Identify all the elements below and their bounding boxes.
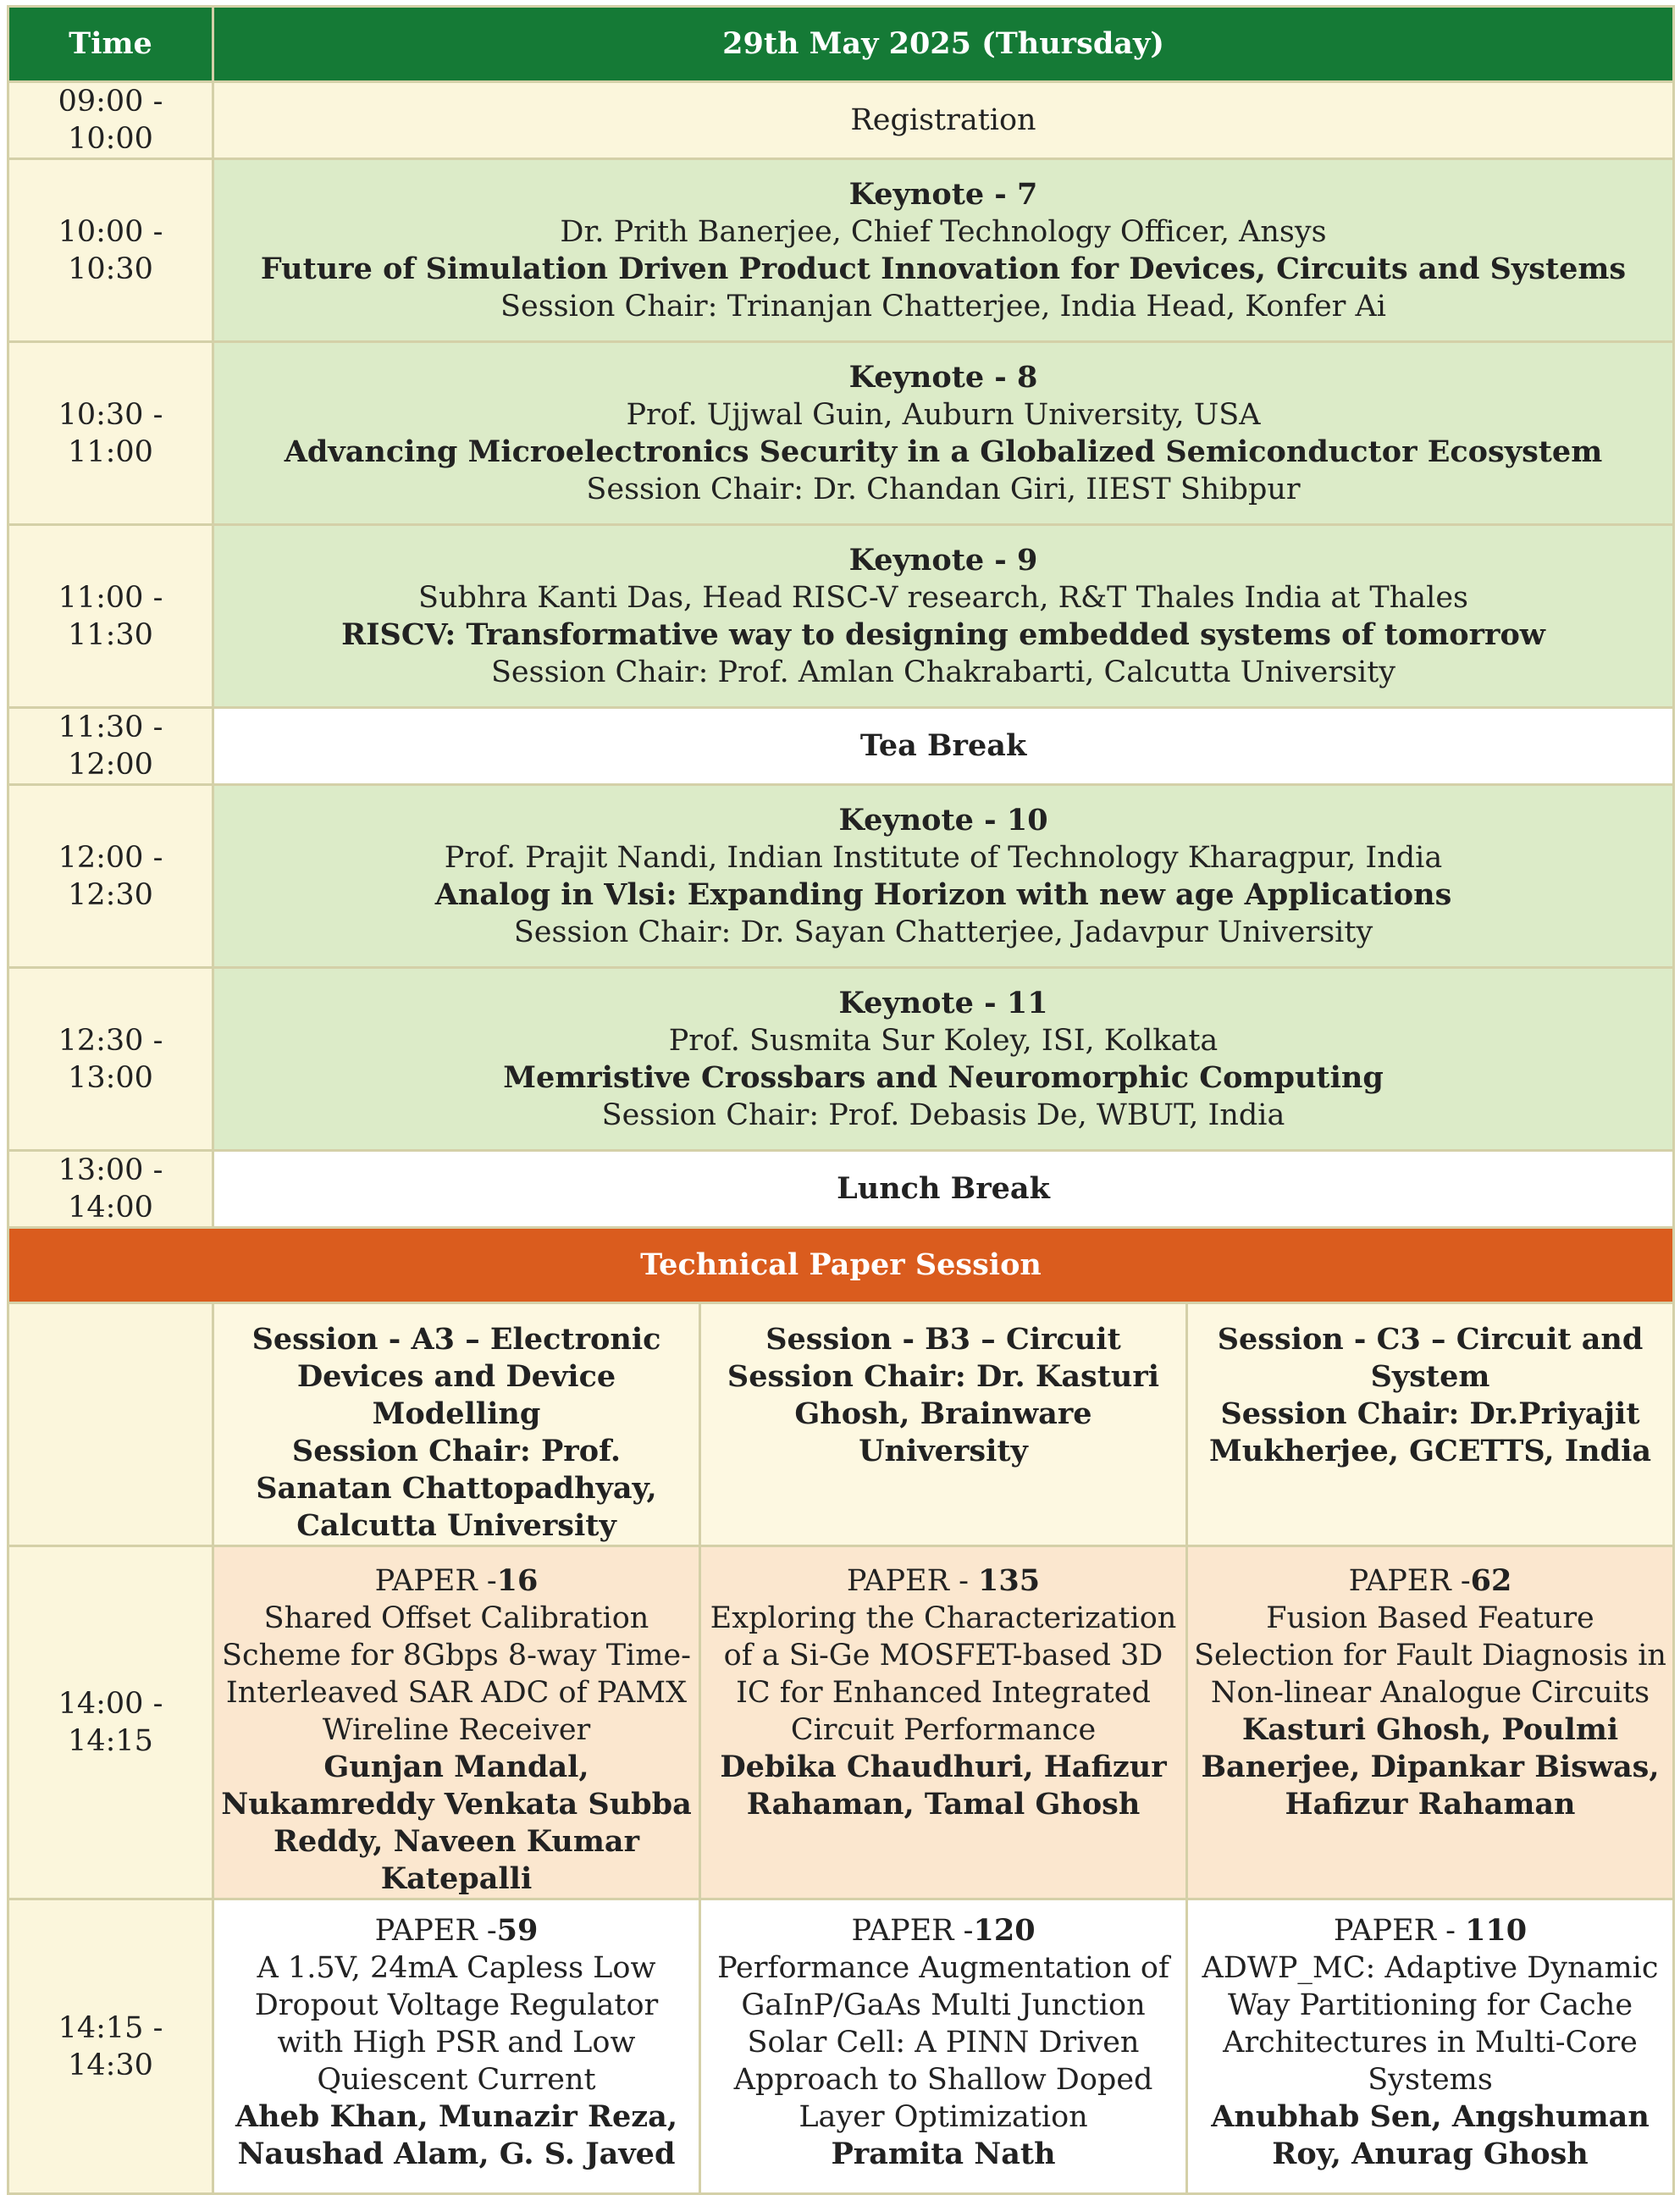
keynote-speaker: Prof. Ujjwal Guin, Auburn University, USA xyxy=(626,397,1261,432)
keynote-row xyxy=(8,968,1674,1151)
keynote-cell xyxy=(213,342,1674,525)
time-column-header: Time xyxy=(8,7,213,82)
keynote-chair: Session Chair: Trinanjan Chatterjee, India Head, Konfer Ai xyxy=(500,289,1387,323)
paper-cell xyxy=(213,1546,700,1899)
lunch-break-row xyxy=(8,1151,1674,1228)
paper-label-text: PAPER - xyxy=(851,1914,974,1948)
session-header-row xyxy=(8,1303,1674,1546)
paper-title: Shared Offset Calibration Scheme for 8Gbps 8-way Time-Interleaved SAR ADC of PAMX Wireline Receiver xyxy=(222,1601,691,1747)
tea-break-label: Tea Break xyxy=(213,708,1674,785)
session-name: Session - A3 – Electronic Devices and Device Modelling xyxy=(251,1322,661,1431)
session-name: Session - B3 – Circuit xyxy=(765,1322,1121,1357)
technical-session-row xyxy=(8,1228,1674,1303)
keynote-title: Keynote - 11 xyxy=(838,985,1048,1020)
session-chair: Session Chair: Dr. Kasturi Ghosh, Brainware University xyxy=(727,1359,1160,1468)
session-name: Session - C3 – Circuit and System xyxy=(1217,1322,1644,1394)
time-cell: 13:00 - 14:00 xyxy=(8,1151,213,1228)
paper-label xyxy=(219,1912,694,1949)
time-cell: 10:00 - 10:30 xyxy=(8,159,213,342)
paper-label xyxy=(1193,1912,1667,1949)
keynote-row xyxy=(8,525,1674,708)
paper-cell xyxy=(1187,1899,1674,2194)
time-cell: 12:30 - 13:00 xyxy=(8,968,213,1151)
paper-title: Fusion Based Feature Selection for Fault Diagnosis in Non-linear Analogue Circuits xyxy=(1194,1601,1666,1710)
keynote-cell xyxy=(213,968,1674,1151)
paper-number: 135 xyxy=(978,1563,1041,1598)
session-chair: Session Chair: Dr.Priyajit Mukherjee, GCETTS, India xyxy=(1208,1396,1652,1468)
keynote-chair: Session Chair: Dr. Chandan Giri, IIEST Shibpur xyxy=(586,472,1301,506)
keynote-row xyxy=(8,342,1674,525)
paper-label xyxy=(706,1912,1180,1949)
schedule-table xyxy=(7,5,1675,2195)
session-cell xyxy=(1187,1303,1674,1546)
paper-number: 16 xyxy=(496,1563,539,1598)
keynote-title: Keynote - 9 xyxy=(848,542,1038,578)
keynote-chair: Session Chair: Prof. Debasis De, WBUT, India xyxy=(601,1098,1285,1132)
keynote-title: Keynote - 10 xyxy=(838,802,1048,838)
paper-label xyxy=(219,1562,694,1600)
paper-number: 110 xyxy=(1465,1913,1528,1948)
session-cell xyxy=(213,1303,700,1546)
paper-label xyxy=(706,1562,1180,1600)
paper-slot-row xyxy=(8,1899,1674,2194)
time-cell: 11:30 - 12:00 xyxy=(8,708,213,785)
paper-cell xyxy=(700,1899,1187,2194)
paper-number: 120 xyxy=(973,1913,1036,1948)
keynote-chair: Session Chair: Prof. Amlan Chakrabarti, Calcutta University xyxy=(490,655,1396,689)
keynote-chair: Session Chair: Dr. Sayan Chatterjee, Jadavpur University xyxy=(513,915,1373,949)
keynote-row xyxy=(8,785,1674,968)
keynote-topic: Advancing Microelectronics Security in a Globalized Semiconductor Ecosystem xyxy=(284,434,1603,469)
keynote-topic: RISCV: Transformative way to designing embedded systems of tomorrow xyxy=(341,616,1545,652)
keynote-cell xyxy=(213,525,1674,708)
session-chair: Session Chair: Prof. Sanatan Chattopadhyay, Calcutta University xyxy=(256,1434,657,1543)
keynote-title: Keynote - 8 xyxy=(848,359,1038,395)
paper-slot-row xyxy=(8,1546,1674,1899)
paper-title: Exploring the Characterization of a Si-Ge MOSFET-based 3D IC for Enhanced Integrated Circuit Performance xyxy=(710,1601,1177,1747)
registration-label: Registration xyxy=(213,82,1674,159)
paper-title: Performance Augmentation of GaInP/GaAs Multi Junction Solar Cell: A PINN Driven Approach to Shallow Doped Layer Optimization xyxy=(717,1951,1169,2134)
time-cell: 09:00 - 10:00 xyxy=(8,82,213,159)
keynote-cell xyxy=(213,159,1674,342)
time-cell: 14:15 - 14:30 xyxy=(8,1899,213,2194)
keynote-topic: Analog in Vlsi: Expanding Horizon with new age Applications xyxy=(434,876,1452,912)
paper-authors: Gunjan Mandal, Nukamreddy Venkata Subba Reddy, Naveen Kumar Katepalli xyxy=(221,1750,692,1896)
paper-title: A 1.5V, 24mA Capless Low Dropout Voltage Regulator with High PSR and Low Quiescent Current xyxy=(254,1951,659,2097)
keynote-speaker: Prof. Susmita Sur Koley, ISI, Kolkata xyxy=(668,1023,1219,1058)
time-cell: 10:30 - 11:00 xyxy=(8,342,213,525)
paper-label-text: PAPER - xyxy=(1333,1914,1466,1948)
paper-label-text: PAPER - xyxy=(1348,1564,1471,1598)
technical-session-banner: Technical Paper Session xyxy=(8,1228,1674,1303)
keynote-topic: Future of Simulation Driven Product Innovation for Devices, Circuits and Systems xyxy=(260,251,1627,286)
paper-authors: Aheb Khan, Munazir Reza, Naushad Alam, G. S. Javed xyxy=(235,2099,678,2171)
keynote-speaker: Prof. Prajit Nandi, Indian Institute of Technology Kharagpur, India xyxy=(444,840,1443,875)
paper-label-text: PAPER - xyxy=(374,1914,497,1948)
keynote-title: Keynote - 7 xyxy=(848,176,1038,212)
keynote-speaker: Dr. Prith Banerjee, Chief Technology Officer, Ansys xyxy=(560,214,1327,249)
paper-authors: Pramita Nath xyxy=(831,2137,1056,2171)
header-row xyxy=(8,7,1674,82)
tea-break-row xyxy=(8,708,1674,785)
keynote-cell xyxy=(213,785,1674,968)
paper-label-text: PAPER - xyxy=(374,1564,497,1598)
keynote-topic: Memristive Crossbars and Neuromorphic Computing xyxy=(503,1059,1384,1095)
paper-number: 62 xyxy=(1470,1563,1512,1598)
paper-cell xyxy=(1187,1546,1674,1899)
empty-time-cell xyxy=(8,1303,213,1546)
time-cell: 14:00 - 14:15 xyxy=(8,1546,213,1899)
paper-cell xyxy=(700,1546,1187,1899)
registration-row xyxy=(8,82,1674,159)
paper-title: ADWP_MC: Adaptive Dynamic Way Partitioning for Cache Architectures in Multi-Core Systems xyxy=(1202,1951,1659,2097)
time-cell: 12:00 - 12:30 xyxy=(8,785,213,968)
paper-authors: Anubhab Sen, Angshuman Roy, Anurag Ghosh xyxy=(1211,2099,1650,2171)
paper-authors: Debika Chaudhuri, Hafizur Rahaman, Tamal Ghosh xyxy=(720,1750,1167,1822)
session-cell xyxy=(700,1303,1187,1546)
keynote-speaker: Subhra Kanti Das, Head RISC-V research, R&T Thales India at Thales xyxy=(418,580,1469,615)
date-header: 29th May 2025 (Thursday) xyxy=(213,7,1674,82)
keynote-row xyxy=(8,159,1674,342)
lunch-break-label: Lunch Break xyxy=(213,1151,1674,1228)
paper-authors: Kasturi Ghosh, Poulmi Banerjee, Dipankar Biswas, Hafizur Rahaman xyxy=(1201,1712,1660,1822)
paper-cell xyxy=(213,1899,700,2194)
paper-label xyxy=(1193,1562,1667,1600)
paper-label-text: PAPER - xyxy=(846,1564,979,1598)
paper-number: 59 xyxy=(496,1913,539,1948)
time-cell: 11:00 - 11:30 xyxy=(8,525,213,708)
